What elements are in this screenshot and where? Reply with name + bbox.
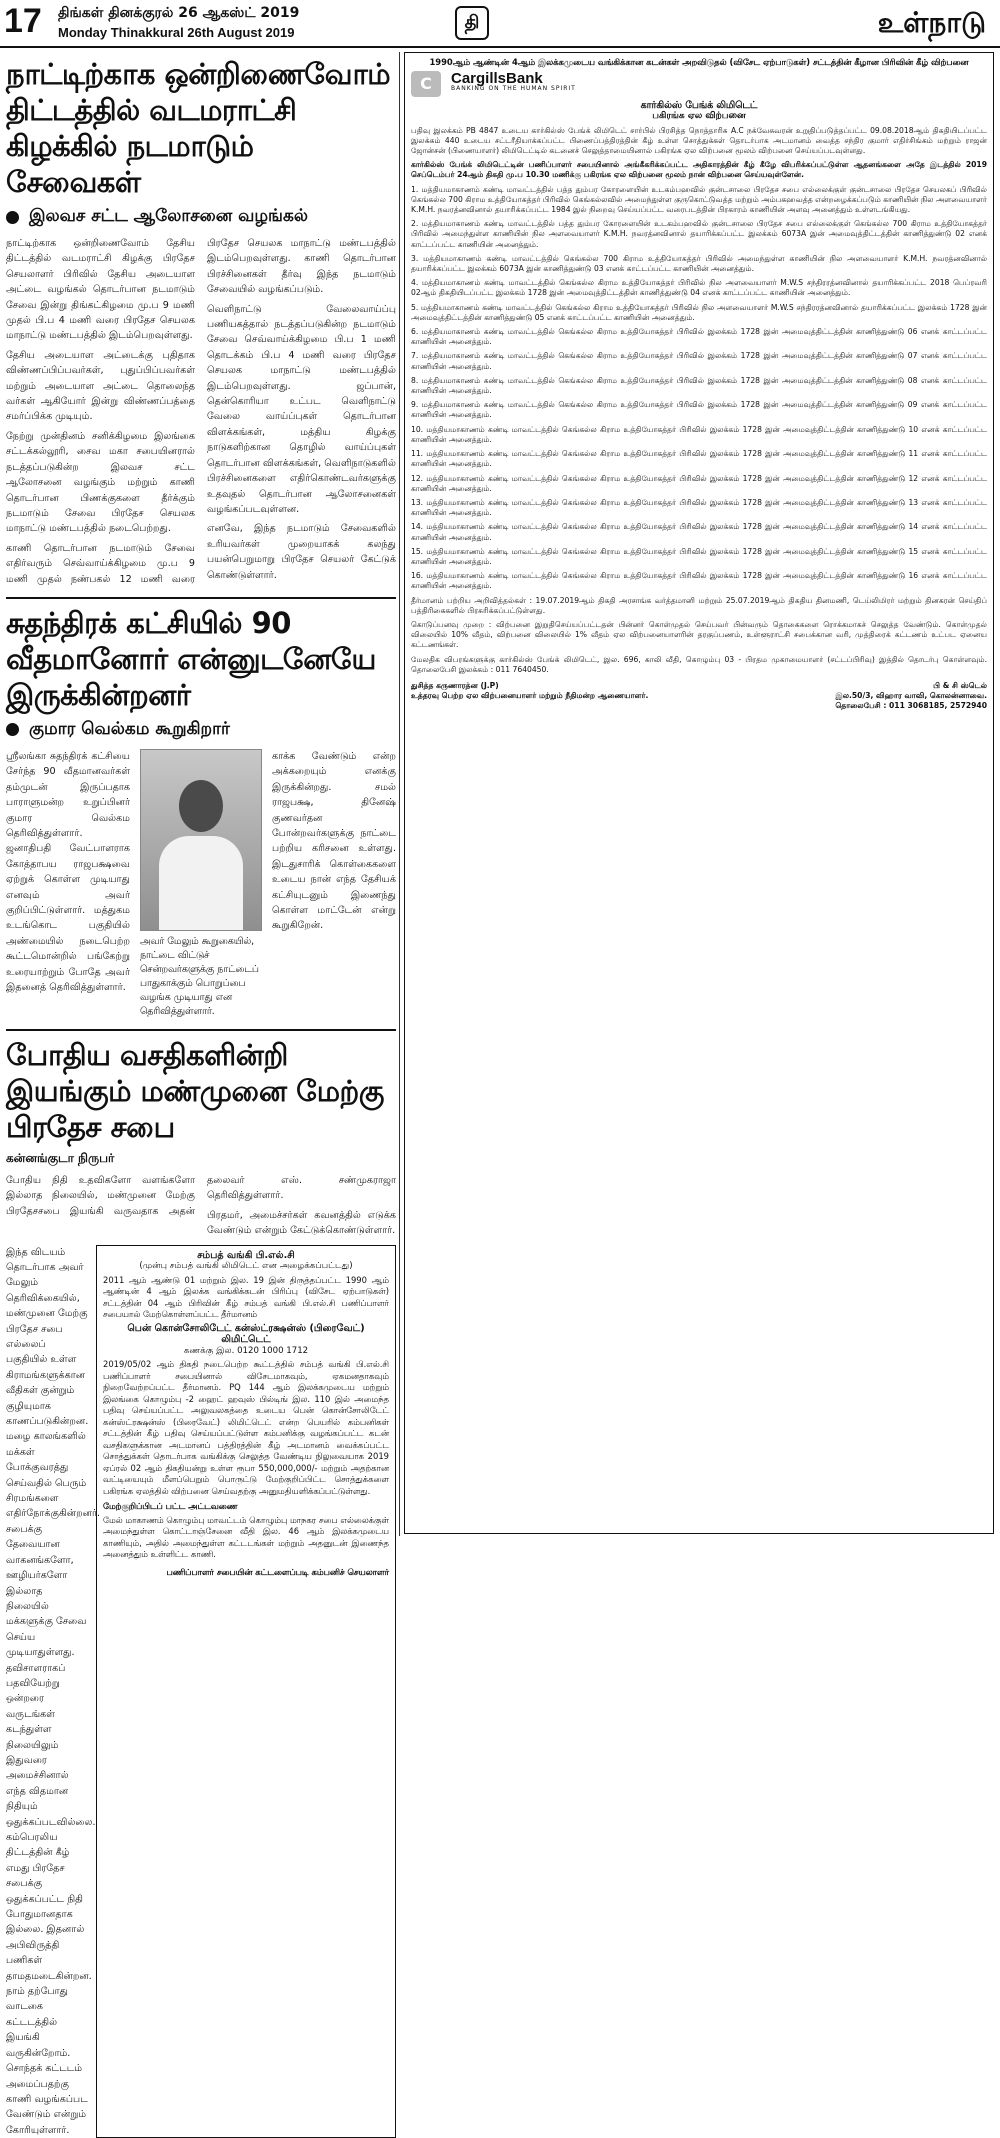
article2-body xyxy=(6,749,396,1019)
article1-body xyxy=(6,236,396,587)
article3-narrow-column: இந்த விடயம் தொடர்பாக அவர் மேலும் தெரிவிக்கையில், மண்முனை மேற்கு பிரதேச சபை எல்லைப் பகுதியில் உள்ள கிராமங்களுக்கான வீதிகள் குன்றும் குழியுமாக காணப்படுகின்றன. மழை காலங்களில் மக்கள் போக்குவரத்து செய்வதில் பெரும் சிரமங்களை எதிர்நோக்குகின்றனர். சபைக்கு தேவையான வாகனங்களோ, ஊழியர்களோ இல்லாத நிலையில் மக்களுக்கு சேவை செய்ய முடியாதுள்ளது. தவிசாளராகப் பதவியேற்று ஒன்றரை வருடங்கள் கடந்துள்ள நிலையிலும் இதுவரை அமைச்சினால் எந்த விதமான நிதியும் ஒதுக்கப்படவில்லை. கம்பெரலிய திட்டத்தின் கீழ் எமது பிரதேச சபைக்கு ஒதுக்கப்பட்ட நிதி போதுமானதாக இல்லை. இதனால் அபிவிருத்தி பணிகள் தாமதமடைகின்றன. நாம் தற்போது வாடகை கட்டடத்தில் இயங்கி வருகின்றோம். சொந்தக் கட்டடம் அமைப்பதற்கு காணி வழங்கப்பட வேண்டும் என்றும் கோரியுள்ளார். xyxy=(6,1246,101,2136)
article-mobile-services xyxy=(6,56,396,587)
ad-lot: 12. மத்தியமாகாணம் கண்டி மாவட்டத்தில் கெங்கல்ல கிராம உத்தியோகத்தர் பிரிவில் இலக்கம் 1728 இன் அமைவுத்திட்டத்தின் காணித்துண்டு 12 எனக் காட்டப்பட்ட காணியின் அனைத்தும். xyxy=(411,473,987,493)
issue-date-english: Monday Thinakkural 26th August 2019 xyxy=(58,25,295,40)
brand-tagline: BANKING ON THE HUMAN SPIRIT xyxy=(451,85,576,93)
ad-resolution-date: தீர்மானம் பற்றிய அறிவித்தல்கள் : 19.07.2019ஆம் திகதி அரசாங்க வர்த்தமானி மற்றும் 25.07.2019ஆம் திகதிய தினமணி, டெய்லிமிரர் மற்றும் தினகரன் செய்திப் பத்திரிகைகளில் பிரசுரிக்கப்பட்டுள்ளது. xyxy=(411,595,987,615)
ad-lot: 7. மத்தியமாகாணம் கண்டி மாவட்டத்தில் கெங்கல்ல கிராம உத்தியோகத்தர் பிரிவில் இலக்கம் 1728 இன் அமைவுத்திட்டத்தின் காணித்துண்டு 07 எனக் காட்டப்பட்ட காணியின் அனைத்தும். xyxy=(411,351,987,371)
article1-paragraph: நேற்று முன்தினம் சனிக்கிழமை இலங்கை சட்டக்கல்லூரி, சைவ மகா சபையினரால் நடத்தப்படுகின்ற இலவச சட்ட ஆலோசனை வழங்கும் மற்றும் காணி தொடர்பான பிணக்குகளை தீர்க்கும் நடமாடும் சேவை பிரதேச செயலக மாநாட்டு மண்டபத்தில் நடைபெற்றது. xyxy=(6,430,195,535)
auctioneer-title: உத்தரவு பெற்ற ஏல விற்பனையாளர் மற்றும் நீதிமன்ற ஆணையாளர். xyxy=(411,691,649,701)
ad-lot: 13. மத்தியமாகாணம் கண்டி மாவட்டத்தில் கெங்கல்ல கிராம உத்தியோகத்தர் பிரிவில் இலக்கம் 1728 இன் அமைவுத்திட்டத்தின் காணித்துண்டு 13 எனக் காட்டப்பட்ட காணியின் அனைத்தும். xyxy=(411,497,987,518)
ad-lot: 6. மத்தியமாகாணம் கண்டி மாவட்டத்தில் கெங்கல்ல கிராம உத்தியோகத்தர் பிரிவில் இலக்கம் 1728 இன் அமைவுத்திட்டத்தின் காணித்துண்டு 06 எனக் காட்டப்பட்ட காணியின் அனைத்தும். xyxy=(411,327,987,347)
article1-paragraph: வெளிநாட்டு வேலைவாய்ப்பு பணியகத்தால் நடத்தப்படுகின்ற நடமாடும் சேவை செவ்வாய்க்கிழமை பி.ப 1 மணி தொடக்கம் பி.ப 4 மணி வரை பிரதேச செயலக மாநாட்டு மண்டபத்தில் இடம்பெறவுள்ளது. ஜப்பான், தென்கொரியா உட்பட வெளிநாட்டு வேலை வாய்ப்புகள் தொடர்பான விளக்கங்கள், மத்திய கிழக்கு நாடுகளிற்கான தொழில் வாய்ப்புகள் தொடர்பான விளக்கங்கள், வெளிநாடுகளில் பிரச்சினைகளை எதிர்கொண்டவர்களுக்கு உதவுதல் தொடர்பான ஆலோசனைகள் வழங்கப்படவுள்ளன. xyxy=(207,303,396,515)
left-column xyxy=(6,52,396,2136)
cargills-logo-icon: C xyxy=(411,71,441,97)
column-divider xyxy=(399,52,400,1536)
bullet-icon xyxy=(6,723,19,736)
article3-headline: போதிய வசதிகளின்றி இயங்கும் மண்முனை மேற்கு பிரதேச சபை xyxy=(6,1037,384,1144)
sampath-bank-notice xyxy=(96,1245,396,2138)
ad-lot: 8. மத்தியமாகாணம் கண்டி மாவட்டத்தில் கெங்கல்ல கிராம உத்தியோகத்தர் பிரிவில் இலக்கம் 1728 இன் அமைவுத்திட்டத்தின் காணித்துண்டு 08 எனக் காட்டப்பட்ட காணியின் அனைத்தும். xyxy=(411,375,987,396)
ad-lot: 3. மத்தியமாகாணம் கண்டி மாவட்டத்தில் கெங்கல்ல 700 கிராம உத்தியோகத்தர் பிரிவில் அமைந்துள்ள காணியின் நில அளவையாளர் K.M.H. நவரத்னவினால் தயாரிக்கப்பட்ட இலக்கம் 6073A இன் காணித்துண்டு 03 எனக் காட்டப்பட்ட காணியின் அனைத்தும். xyxy=(411,253,987,274)
photo-body-shape xyxy=(159,836,243,930)
article2-subhead xyxy=(6,719,396,741)
article1-paragraph: எனவே, இந்த நடமாடும் சேவைகளில் உரியவர்கள் முறையாகக் கலந்து பயன்பெறுமாறு பிரதேச செயலர் கேட்டுக் கொண்டுள்ளார். xyxy=(207,523,396,581)
auctioneer-name: துசித்த கருணாரத்ன (J.P) xyxy=(411,680,499,690)
ad-auction-note: கார்கில்ஸ் பேங்க் லிமிடெட்டின் பணிப்பாளர் சபையினால் அங்கீகரிக்கப்பட்ட அதிகாரத்தின் கீழ் கீழே விபரிக்கப்பட்டுள்ள ஆதனங்களை அதே இடத்தில் 2019 செப்டெம்பர் 24ஆம் திகதி மு.ப 10.30 மணிக்கு பகிரங்க ஏல விற்பனை மூலம் நான் விற்பனை செய்யவுள்ளேன். xyxy=(411,160,987,180)
notice-title: சம்பத் வங்கி பி.எல்.சி xyxy=(197,1249,295,1261)
article-pradeshiya-sabha xyxy=(6,1037,396,2138)
bullet-icon xyxy=(6,211,19,224)
notice-subtitle: (முன்பு சம்பத் வங்கி லிமிடெட் என அழைக்கப்பட்டது) xyxy=(139,1261,353,1272)
notice-signature: பணிப்பாளர் சபையின் கட்டளைப்படி கம்பனிச் செயலாளர் xyxy=(166,1566,389,1577)
ad-lot: 1. மத்தியமாகாணம் கண்டி மாவட்டத்தில் பத்த தும்பர கோரளையின் உடகம்பஹவில் குன்டசாலை பிரதேச சபை எல்லைக்குள் குன்டசாலை பிரதேச செயலகப் பிரிவில் கெங்கல்ல 700 கிராம உத்தியோகத்தர் பிரிவில் கெங்கல்லவில் அமைந்துள்ள குருகொட்டுவத்த மற்றும் அம்பகஹவத்த என்றழைக்கப்படும் காணியின் நில அளவையாளர் K.M.H. நவரத்னவினால் தயாரிக்கப்பட்ட 1984 இல் நிறைவு செய்யப்பட்ட வரைபடத்தின் பிரகாரம் காணியின் அளவு அனைத்தும் உள்ளடங்கியது. xyxy=(411,184,987,215)
ad-subtitle: பகிரங்க ஏல விற்பனை xyxy=(652,111,746,122)
cargills-bank-auction-ad xyxy=(404,52,994,1534)
article2-subhead-text: குமார வெல்கம கூறுகிறார் xyxy=(29,718,230,739)
section-name: உள்நாடு xyxy=(877,6,986,39)
right-column xyxy=(404,52,994,1536)
ad-lot: 10. மத்தியமாகாணம் கண்டி மாவட்டத்தில் கெங்கல்ல கிராம உத்தியோகத்தர் பிரிவில் இலக்கம் 1728 இன் அமைவுத்திட்டத்தின் காணித்துண்டு 10 எனக் காட்டப்பட்ட காணியின் அனைத்தும். xyxy=(411,424,987,444)
photo-column xyxy=(140,749,262,1019)
ad-lot: 16. மத்தியமாகாணம் கண்டி மாவட்டத்தில் கெங்கல்ல கிராம உத்தியோகத்தர் பிரிவில் இலக்கம் 1728 இன் அமைவுத்திட்டத்தின் காணித்துண்டு 16 எனக் காட்டப்பட்ட காணியின் அனைத்தும். xyxy=(411,571,987,591)
ad-intro: பதிவு இலக்கம் PB 4847 உடைய கார்கில்ஸ் பேங்க் லிமிடெட் சார்பில் பிரசித்த நொத்தாரிசு A.C நக்வேசுவரன் உறுதிப்படுத்தப்பட்ட 09.08.2018ஆம் திகதியிடப்பட்ட இலக்கம் 440 உடைய சட்டரீதியாக்கப்பட்ட பிணைப்பத்திரத்தின் கீழ் உள்ள சொத்துக்கள் தொடர்பாக அடமானம் வைத்த சந்திர குமார் எதிர்சிங்கம் மற்றும் ராஜன் ஜோன்சன் (பிணையாளர்) லிமிடெட்டில் கடனைச் செலுத்தாமையினால் பகிரங்க ஏல விற்பனை மூலம் விற்பனை செய்யப்படவுள்ளது. xyxy=(411,125,987,156)
article1-paragraph: காணி தொடர்பான நடமாடும் சேவை எதிர்வரும் செவ்வாய்க்கிழமை மு.ப 9 மணி முதல் நண்பகல் 12 மணி வரை பிரதேச செயலக மாநாட்டு மண்டபத்தில் இடம்பெறவுள்ளது. காணி தொடர்பான பிரச்சினைகள் தீர்வு இந்த நடமாடும் சேவையில் வழங்கப்படும். xyxy=(6,238,396,585)
ad-lot: 2. மத்தியமாகாணம் கண்டி மாவட்டத்தில் பத்த தும்பர கோரளையின் உடகம்பஹவில் குன்டசாலை பிரதேச சபை எல்லைக்குள் கெங்கல்ல 700 கிராம உத்தியோகத்தர் பிரிவில் அமைந்துள்ள காணியின் நில அளவையாளர் K.M.H. நவரத்னவினால் தயாரிக்கப்பட்ட இலக்கம் 6073A இன் அமைவுத்திட்டத்தின் காணித்துண்டு 02 எனக் காட்டப்பட்ட காணியின் அனைத்தும். xyxy=(411,219,987,249)
auctioneer-left xyxy=(411,681,648,712)
page-number: 17 xyxy=(4,2,42,40)
article1-subhead xyxy=(6,206,396,228)
notice-schedule: மேல் மாகாணம் கொழும்பு மாவட்டம் கொழும்பு மாநகர சபை எல்லைக்குள் அமைந்துள்ள கொட்டாஞ்சேனை வீதி இல. 46 ஆம் இலக்கமுடைய காணியும், அதில் அமைந்துள்ள கட்டடங்கள் மற்றும் அதனுடன் இணைந்த அனைத்தும் உள்ளிட்ட காணி. xyxy=(103,1514,389,1560)
ad-footer xyxy=(411,681,987,712)
divider xyxy=(6,597,396,599)
ad-lot: 14. மத்தியமாகாணம் கண்டி மாவட்டத்தில் கெங்கல்ல கிராம உத்தியோகத்தர் பிரிவில் இலக்கம் 1728 இன் அமைவுத்திட்டத்தின் காணித்துண்டு 14 எனக் காட்டப்பட்ட காணியின் அனைத்தும். xyxy=(411,522,987,542)
notice-schedule-title: மேற்குறிப்பிடப் பட்ட அட்டவணை xyxy=(103,1501,238,1512)
article2-headline: சுதந்திரக் கட்சியில் 90 வீதமானோர் என்னுடனேயே இருக்கின்றனர் xyxy=(6,605,376,712)
notice-account: கணக்கு இல. 0120 1000 1712 xyxy=(183,1345,309,1356)
photo-caption: அவர் மேலும் கூறுகையில், நாட்டை விட்டுச் சென்றவர்களுக்கு நாட்டைப் பாதுகாக்கும் பொறுப்பை வழங்க முடியாது என தெரிவித்துள்ளார். xyxy=(140,935,259,1017)
article3-lead-paragraph: போதிய நிதி உதவிகளோ வளங்களோ இல்லாத நிலையில், மண்முனை மேற்கு பிரதேசசபை இயங்கி வருவதாக அதன் தலைவர் எஸ். சண்முகராஜா தெரிவித்துள்ளார். xyxy=(6,1174,396,1217)
article2-paragraph-right: காக்க வேண்டும் என்ற அக்கறையும் எனக்கு இருக்கின்றது. சமல் ராஜபக்ஷ, தினேஷ் குணவர்தன போன்றவர்களுக்கு நாட்டை பற்றிய கரிசனை உள்ளது. இடதுசாரிக் கொள்கைகளை உடைய நான் எந்த தேசியக் கட்சியுடனும் இணைந்து கொள்ள மாட்டேன் என்று கூறுகிறேன். xyxy=(272,750,396,932)
brand-text xyxy=(451,70,576,94)
photo-head-shape xyxy=(179,780,223,832)
brand-name: CargillsBank xyxy=(451,70,543,87)
auctioneer-right xyxy=(835,681,987,712)
ad-lot: 9. மத்தியமாகாணம் கண்டி மாவட்டத்தில் கெங்கல்ல கிராம உத்தியோகத்தர் பிரிவில் இலக்கம் 1728 இன் அமைவுத்திட்டத்தின் காணித்துண்டு 09 எனக் காட்டப்பட்ட காணியின் அனைத்தும். xyxy=(411,400,987,420)
ad-lot: 5. மத்தியமாகாணம் கண்டி மாவட்டத்தில் கெங்கல்ல கிராம உத்தியோகத்தர் பிரிவில் நில அளவையாளர் M.W.S சந்திரரத்னவினால் தயாரிக்கப்பட்ட இலக்கம் 1728 இன் அமைவுத்திட்டத்தின் காணித்துண்டு 05 எனக் காட்டப்பட்ட காணியின் அனைத்தும். xyxy=(411,302,987,322)
page-header xyxy=(0,0,1000,48)
article-freedom-party xyxy=(6,605,396,1019)
article3-body xyxy=(6,1245,396,2138)
newspaper-logo-icon: தி xyxy=(455,6,489,40)
ad-lot: 11. மத்தியமாகாணம் கண்டி மாவட்டத்தில் கெங்கல்ல கிராம உத்தியோகத்தர் பிரிவில் இலக்கம் 1728 இன் அமைவுத்திட்டத்தின் காணித்துண்டு 11 எனக் காட்டப்பட்ட காணியின் அனைத்தும். xyxy=(411,449,987,469)
ad-title: கார்கில்ஸ் பேங்க் லிமிடெட் xyxy=(640,100,758,112)
article1-subhead-text: இலவச சட்ட ஆலோசனை வழங்கல் xyxy=(29,206,308,226)
ad-brand xyxy=(411,71,987,97)
issue-date-tamil: திங்கள் தினக்குரல் 26 ஆகஸ்ட் 2019 xyxy=(58,5,300,21)
politician-photo xyxy=(140,749,262,931)
ad-inspection: மேலதிக விபரங்களுக்கு கார்கில்ஸ் பேங்க் லிமிடெட், இல. 696, காலி வீதி, கொழும்பு 03 - பிரதம முகாமையாளர் (சட்டப்பிரிவு) இத்தில் தொடர்பு கொள்ளவும். தொலைபேசி இலக்கம் : 011 7640450. xyxy=(411,654,987,674)
notice-heading: பென் கொன்சோலிடேட் கன்ஸ்ட்ரக்ஷன்ஸ் (பிரைவேட்) லிமிட்டெட் xyxy=(127,1322,365,1346)
article1-headline: நாட்டிற்காக ஒன்றிணைவோம் திட்டத்தில் வடமராட்சி கிழக்கில் நடமாடும் சேவைகள் xyxy=(6,57,391,199)
ad-lot: 4. மத்தியமாகாணம் கண்டி மாவட்டத்தில் கெங்கல்ல கிராம உத்தியோகத்தர் பிரிவில் நில அளவையாளர் M.W.S சந்திரரத்னவினால் தயாரிக்கப்பட்ட 2018 பெப்ரவரி 02ஆம் திகதியிடப்பட்ட இலக்கம் 1728 இன் அமைவுத்திட்டத்தின் காணித்துண்டு 04 எனக் காட்டப்பட்ட காணியின் அனைத்தும். xyxy=(411,278,987,298)
article1-paragraph: நாட்டிற்காக ஒன்றிணைவோம் தேசிய திட்டத்தில் வடமராட்சி கிழக்கு பிரதேச செயலாளர் பிரிவில் தேசிய அடையாள அட்டை வழங்கல் தொடர்பான நடமாடும் சேவை இன்று திங்கட்கிழமை மு.ப 9 மணி முதல் பி.ப 4 மணி வரை பிரதேச செயலக மாநாட்டு மண்டபத்தில் இடம்பெறவுள்ளது. xyxy=(6,238,195,342)
ad-lot: 15. மத்தியமாகாணம் கண்டி மாவட்டத்தில் கெங்கல்ல கிராம உத்தியோகத்தர் பிரிவில் இலக்கம் 1728 இன் அமைவுத்திட்டத்தின் காணித்துண்டு 15 எனக் காட்டப்பட்ட காணியின் அனைத்தும். xyxy=(411,546,987,566)
notice-line1: 2011 ஆம் ஆண்டு 01 மற்றும் இல. 19 இன் திருத்தப்பட்ட 1990 ஆம் ஆண்டின் 4 ஆம் இலக்க வங்கிக்கடன் பிரிப்பு (விசேட ஏற்பாடுகள்) சட்டத்தின் 04 ஆம் பிரிவின் கீழ் சம்பத் வங்கி பி.எல்.சி பணிப்பாளர் சபையால் மேற்கொள்ளப்பட்ட தீர்மானம் xyxy=(103,1274,389,1320)
auctioneer-company: பி & சி ஸ்டெல் xyxy=(933,680,987,690)
auctioneer-address: இல.50/3, விஹார வாவி, கொலன்னாவை. xyxy=(835,691,987,701)
article3-lead xyxy=(6,1173,396,1239)
auctioneer-phone: தொலைபேசி : 011 3068185, 2572940 xyxy=(835,701,987,711)
ad-top-line: 1990ஆம் ஆண்டின் 4ஆம் இலக்கமுடைய வங்கிக்கான கடன்கள் அறவிடுதல் (விசேட ஏற்பாடுகள்) சட்டத்தின் கீழான பிரிவின் கீழ் விற்பனை xyxy=(429,57,969,67)
article3-byline: கன்னங்குடா நிருபர் xyxy=(6,1150,115,1165)
divider xyxy=(6,1029,396,1031)
ad-payment: கொடுப்பனவு முறை : விற்பனை இறுதிசெய்யப்பட்டதன் பின்னர் கொள்முதல் செய்பவர் பின்வரும் தொகைகளை ரொக்கமாகச் செலுத்த வேண்டும். கொள்முதல் விலையில் 10% வீதம், விற்பனை விலையில் 1% வீதம் ஏல விற்பனையாளரின் தரகுப்பணம், உள்ளூராட்சி சபைக்கான வரி, முத்திரைக் கட்டணம் உட்பட ஏனைய கட்டணங்கள். xyxy=(411,619,987,650)
article3-lead-right: பிரதமர், அமைச்சர்கள் கவனத்தில் எடுக்க வேண்டும் என்றும் கேட்டுக்கொண்டுள்ளார். xyxy=(207,1209,396,1237)
notice-resolution: 2019/05/02 ஆம் திகதி நடைபெற்ற கூட்டத்தில் சம்பத் வங்கி பி.எல்.சி பணிப்பாளர் சபையினால் விசேடமாகவும், ஏகமனதாகவும் நிறைவேற்றப்பட்ட தீர்மானம். PQ 144 ஆம் இலக்கமுடைய மற்றும் இலங்கை கொழும்பு -2 ஹைட் ஹவுஸ் பில்டிங் இல. 110 இல் அமைந்த பதிவு செய்யப்பட்ட அலுவலகத்தை உடைய பென் கொன்சோலிடேட் கன்ஸ்ட்ரக்ஷன்ஸ் (பிரைவேட்) லிமிட்டெட் என்ற பெயரில் கம்பனிகள் சட்டத்தின் கீழ் பதிவு செய்யப்பட்டுள்ள கம்பனிக்கு வழங்கப்பட்ட கடன் வசதிகளுக்கான அடமானப் பத்திரத்தின் கீழ் அடமானம் வைக்கப்பட்ட சொத்துக்கள் தொடர்பாக வங்கிக்கு செலுத்த வேண்டிய நிலுவையாக 2019 ஏப்ரல் 02 ஆம் திகதியன்று உள்ள ரூபா 550,000,000/- மற்றும் அதற்கான வட்டியையும் மீளப்பெறும் பொருட்டு மேற்குறிப்பிட்ட சொத்துக்களை பகிரங்க ஏலத்தில் விற்பனை செய்வதற்கு அனுமதியளிக்கப்பட்டுள்ளது. xyxy=(103,1359,389,1496)
article2-paragraph-left: ஸ்ரீலங்கா சுதந்திரக் கட்சியை சேர்ந்த 90 வீதமானவர்கள் தம்முடன் இருப்பதாக பாராளுமன்ற உறுப்பினர் குமார வெல்கம தெரிவித்துள்ளார். ஜனாதிபதி வேட்பாளராக கோத்தாபய ராஜபக்ஷவை ஏற்றுக் கொள்ள முடியாது எனவும் அவர் குறிப்பிட்டுள்ளார். மத்துகம உடங்கொட பகுதியில் அண்மையில் நடைபெற்ற கூட்டமொன்றில் பங்கேற்று உரையாற்றும் போதே அவர் இதனைத் தெரிவித்துள்ளார். xyxy=(6,750,130,994)
article1-paragraph: தேசிய அடையாள அட்டைக்கு புதிதாக விண்ணப்பிப்பவர்கள், புதுப்பிப்பவர்கள் மற்றும் அடையாள அட்டை தொலைந்த வர்கள் ஆகியோர் இன்று விண்ணப்பத்தை சமர்ப்பிக்க முடியும். xyxy=(6,349,195,423)
